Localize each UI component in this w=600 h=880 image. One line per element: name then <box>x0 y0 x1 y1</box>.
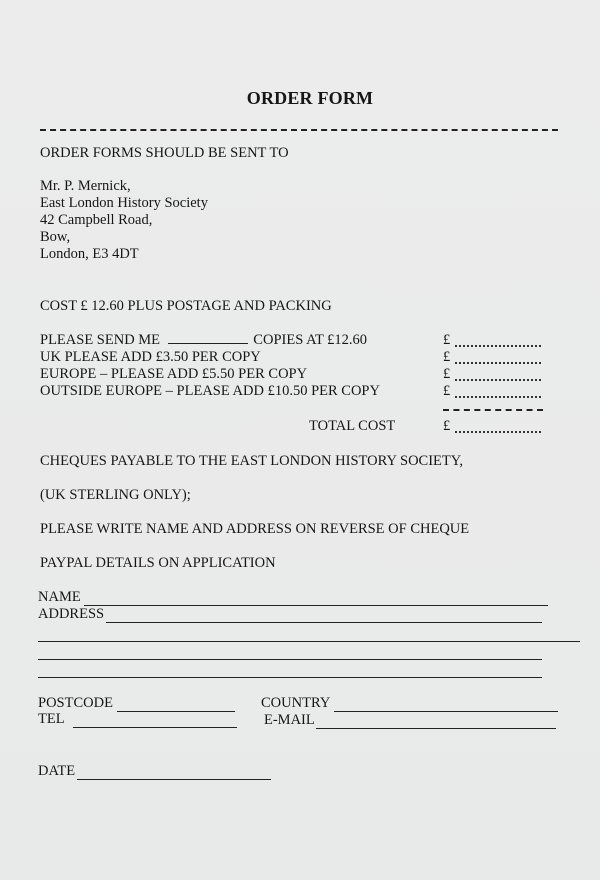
currency-symbol: £ <box>443 332 451 348</box>
name-label: NAME <box>38 589 81 605</box>
address-field-line[interactable] <box>38 659 542 660</box>
currency-symbol: £ <box>443 349 451 365</box>
subtotal-divider <box>443 409 543 411</box>
amount-field-outside-europe[interactable] <box>455 396 541 398</box>
order-row-label: PLEASE SEND ME <box>40 332 161 348</box>
address-field-line[interactable] <box>106 622 542 623</box>
page-title: ORDER FORM <box>246 88 374 108</box>
order-row-europe: EUROPE – PLEASE ADD £5.50 PER COPY <box>40 366 308 382</box>
address-field-line[interactable] <box>38 641 580 642</box>
total-cost-field[interactable] <box>455 431 541 433</box>
paypal-line: PAYPAL DETAILS ON APPLICATION <box>40 555 276 571</box>
sterling-only-line: (UK STERLING ONLY); <box>40 487 191 503</box>
send-to-heading: ORDER FORMS SHOULD BE SENT TO <box>40 145 289 161</box>
currency-symbol: £ <box>443 366 451 382</box>
order-row-uk: UK PLEASE ADD £3.50 PER COPY <box>40 349 261 365</box>
country-label: COUNTRY <box>261 695 331 711</box>
reverse-of-cheque-line: PLEASE WRITE NAME AND ADDRESS ON REVERSE OF CHEQUE <box>40 521 470 537</box>
total-cost-label: TOTAL COST <box>309 418 396 434</box>
postcode-field[interactable] <box>117 711 235 712</box>
order-row-label: COPIES AT £12.60 <box>253 332 368 348</box>
email-label: E-MAIL <box>264 712 315 728</box>
date-field[interactable] <box>77 779 271 780</box>
address-line: East London History Society <box>40 195 208 211</box>
tel-label: TEL <box>38 711 65 727</box>
amount-field-europe[interactable] <box>455 379 541 381</box>
amount-field-copies[interactable] <box>455 345 541 347</box>
dashed-divider <box>40 129 558 131</box>
address-line: Bow, <box>40 229 71 245</box>
currency-symbol: £ <box>443 418 451 434</box>
postcode-label: POSTCODE <box>38 695 113 711</box>
currency-symbol: £ <box>443 383 451 399</box>
address-label: ADDRESS <box>38 606 105 622</box>
amount-field-uk[interactable] <box>455 362 541 364</box>
order-row-outside-europe: OUTSIDE EUROPE – PLEASE ADD £10.50 PER COPY <box>40 383 380 399</box>
cheques-payable-line: CHEQUES PAYABLE TO THE EAST LONDON HISTORY SOCIETY, <box>40 453 463 469</box>
address-line: London, E3 4DT <box>40 246 139 262</box>
cost-line: COST £ 12.60 PLUS POSTAGE AND PACKING <box>40 298 332 314</box>
email-field[interactable] <box>316 728 556 729</box>
order-row-copies <box>40 332 367 349</box>
country-field[interactable] <box>334 711 558 712</box>
date-label: DATE <box>38 763 76 779</box>
address-field-line[interactable] <box>38 677 542 678</box>
name-field[interactable] <box>84 605 548 606</box>
tel-field[interactable] <box>73 727 237 728</box>
address-line: Mr. P. Mernick, <box>40 178 131 194</box>
address-line: 42 Campbell Road, <box>40 212 153 228</box>
copies-quantity-blank[interactable] <box>168 343 248 344</box>
